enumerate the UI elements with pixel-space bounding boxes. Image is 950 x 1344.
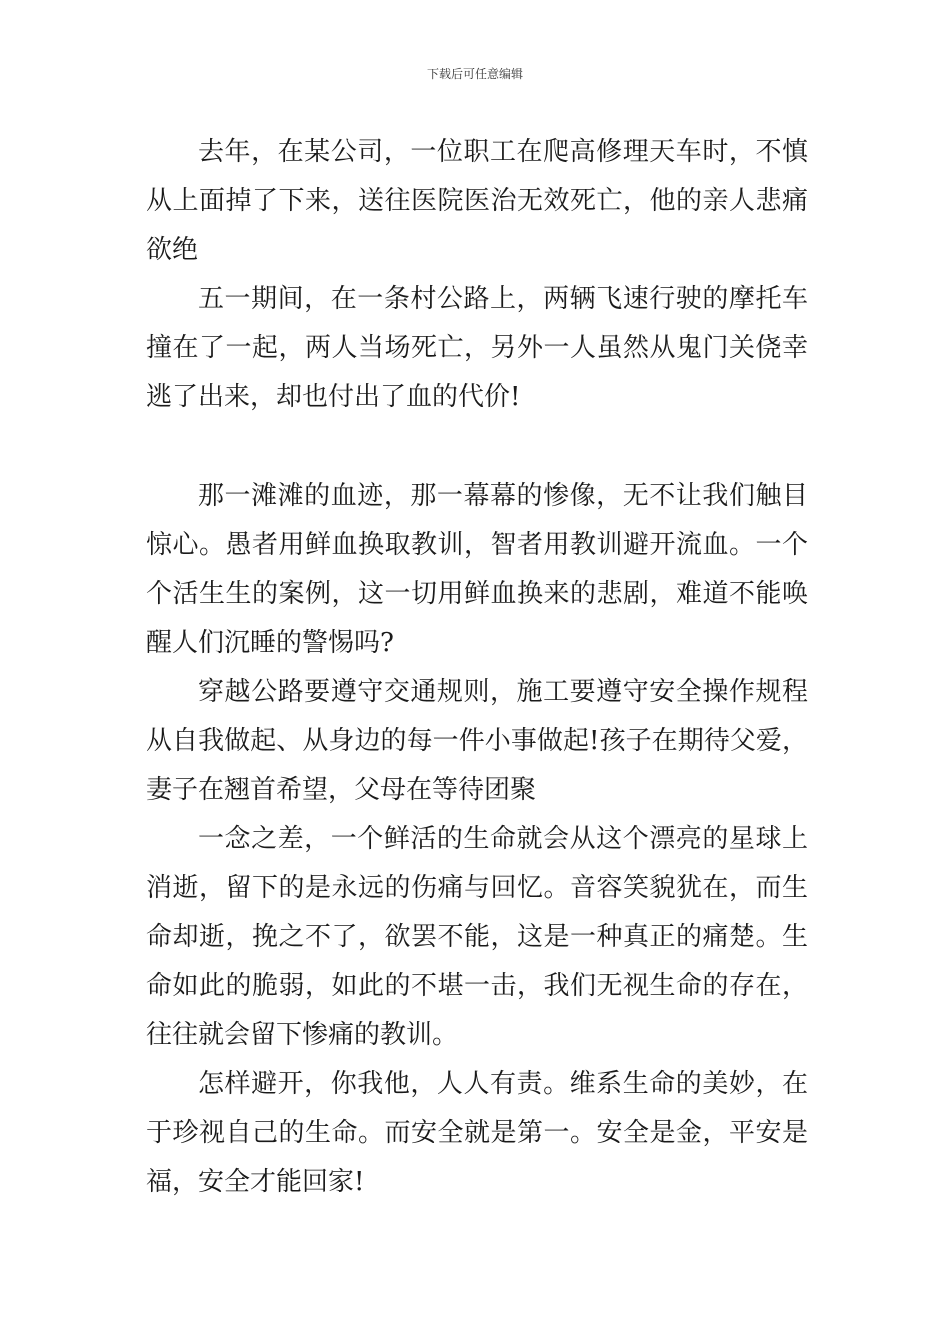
paragraph-1: 去年，在某公司，一位职工在爬高修理天车时，不慎从上面掉了下来，送往医院医治无效死亡，他的亲人悲痛欲绝 [146, 137, 808, 265]
paragraph-5: 一念之差，一个鲜活的生命就会从这个漂亮的星球上消逝，留下的是永远的伤痛与回忆。音容笑貌犹在，而生命却逝，挽之不了，欲罢不能，这是一种真正的痛楚。生命如此的脆弱，如此的不堪一击，我们无视生命的存在，往往就会留下惨痛的教训。 [146, 824, 808, 1050]
page-header: 下载后可任意编辑 [426, 67, 523, 81]
paragraph-3: 那一滩滩的血迹，那一幕幕的惨像，无不让我们触目惊心。愚者用鲜血换取教训，智者用教训避开流血。一个个活生生的案例，这一切用鲜血换来的悲剧，难道不能唤醒人们沉睡的警惕吗? [146, 481, 808, 658]
paragraph-6: 怎样避开，你我他，人人有责。维系生命的美妙，在于珍视自己的生命。而安全就是第一。安全是金，平安是福，安全才能回家! [146, 1069, 808, 1197]
paragraph-4: 穿越公路要遵守交通规则，施工要遵守安全操作规程从自我做起、从身边的每一件小事做起!孩子在期待父爱，妻子在翘首希望，父母在等待团聚 [146, 677, 808, 805]
paragraph-gap [146, 422, 808, 472]
document-body [146, 128, 808, 1207]
paragraph-2: 五一期间，在一条村公路上，两辆飞速行驶的摩托车撞在了一起，两人当场死亡，另外一人虽然从鬼门关侥幸逃了出来，却也付出了血的代价! [146, 284, 808, 412]
